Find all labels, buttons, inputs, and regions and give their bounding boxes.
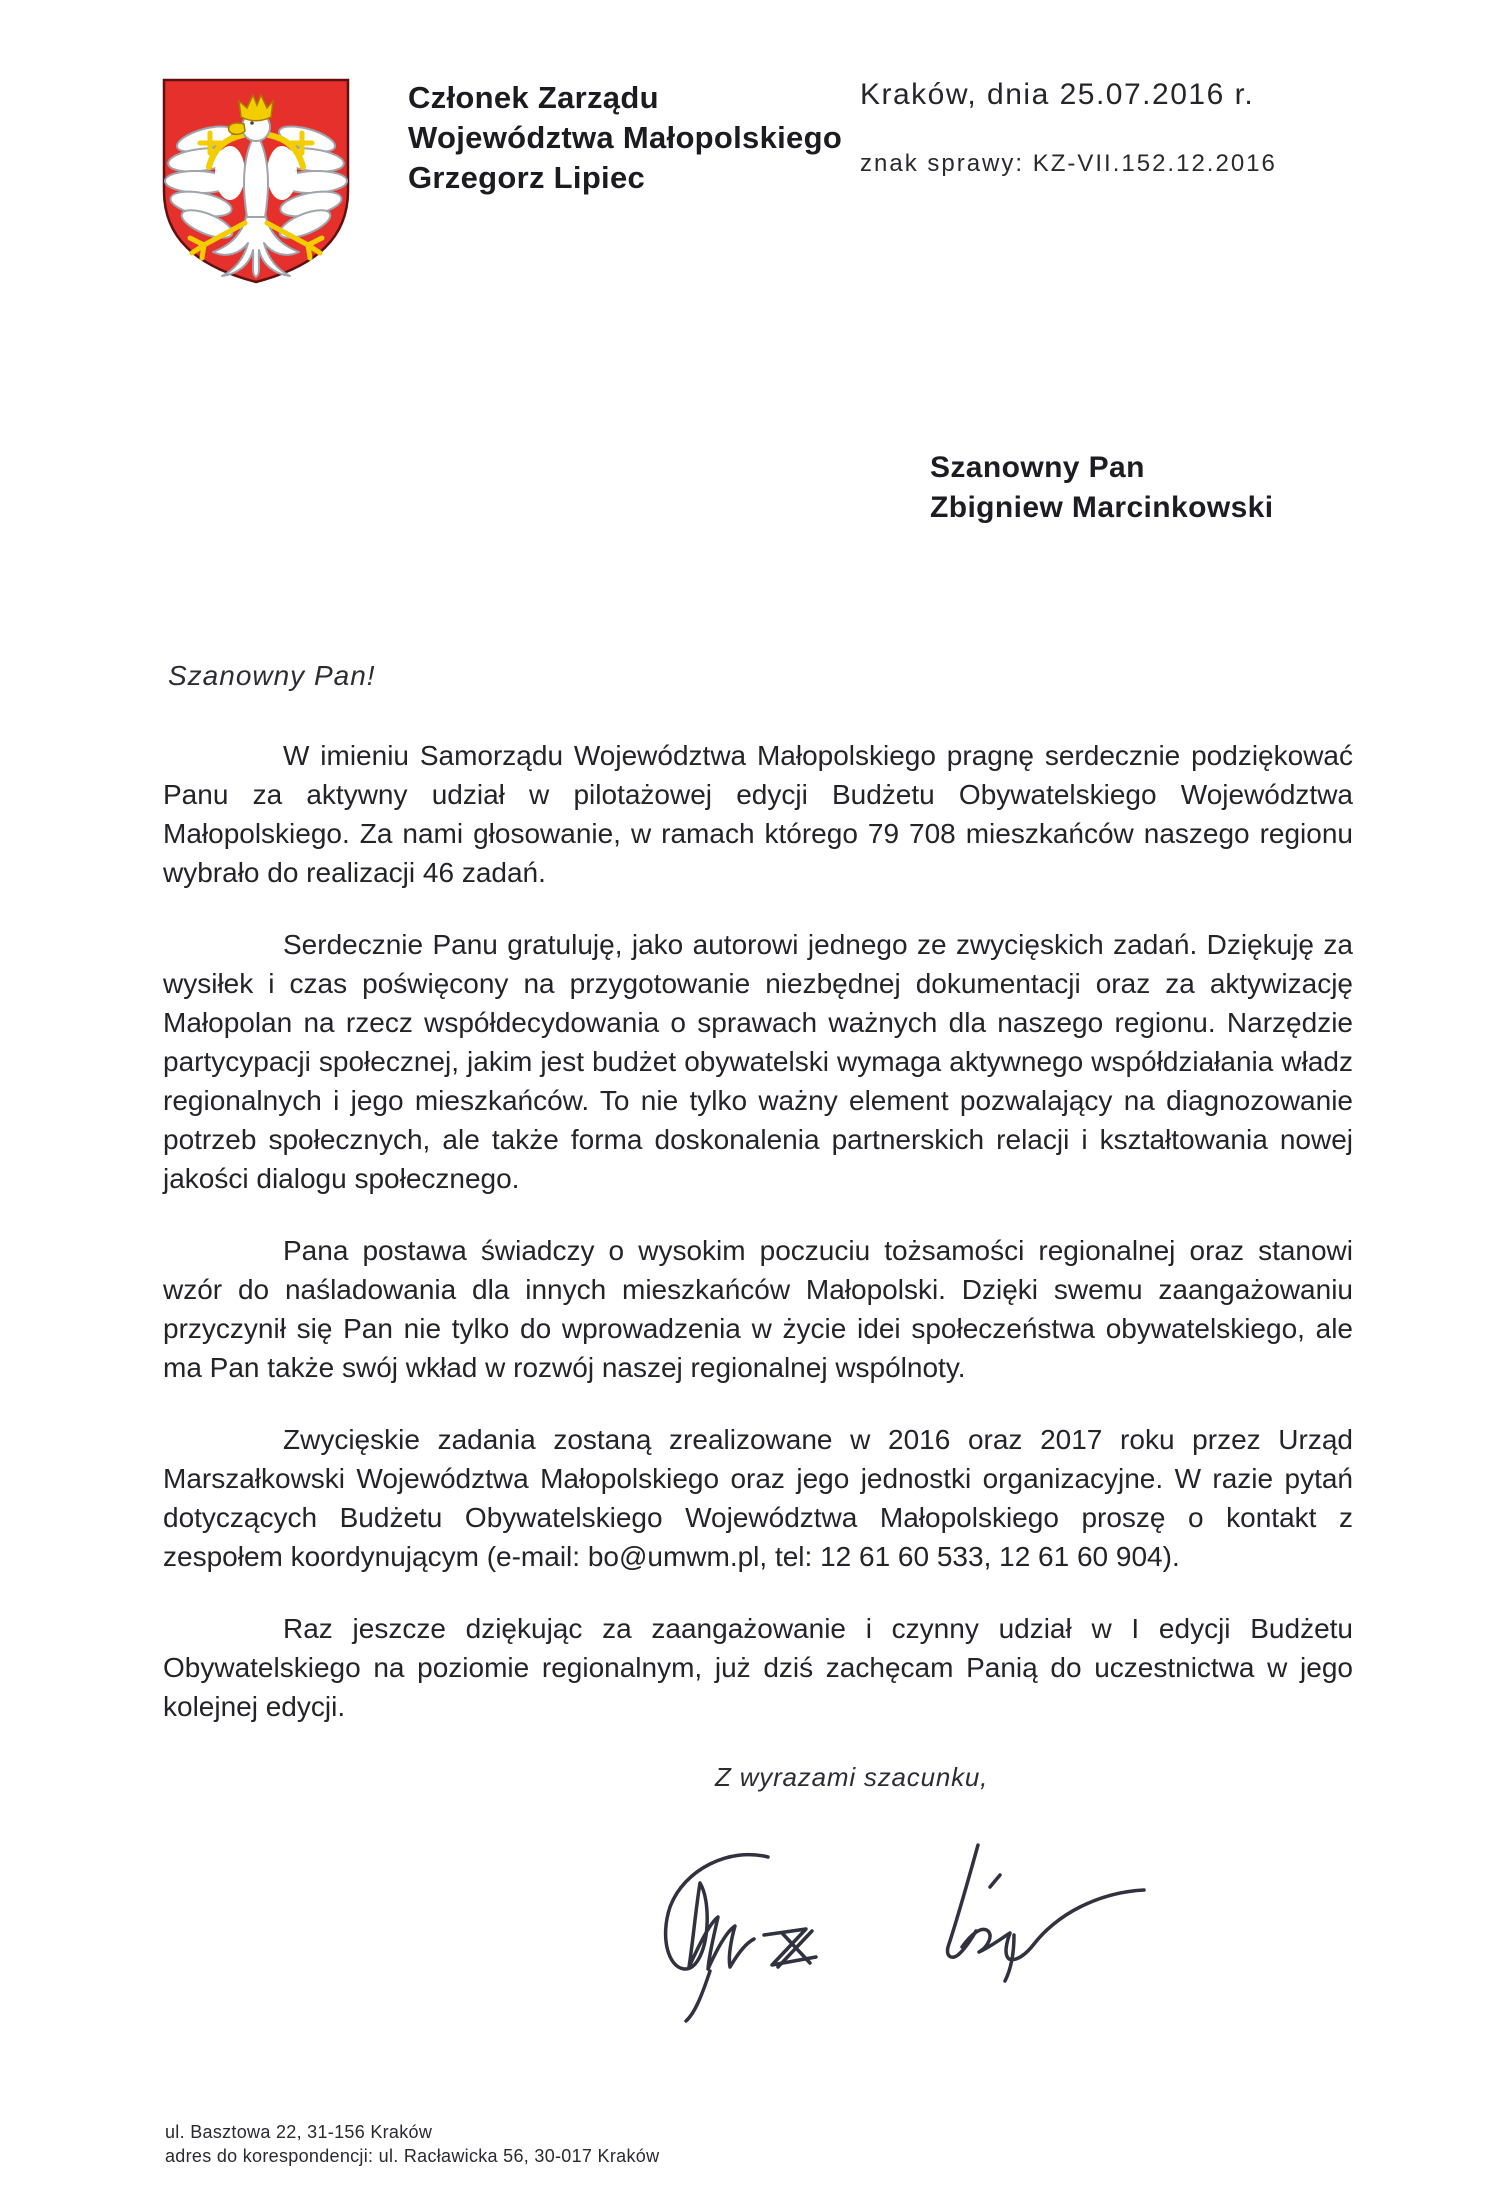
paragraph-5: Raz jeszcze dziękując za zaangażowanie i czynny udział w I edycji Budżetu Obywatelskiego na poziomie regionalnym, już dziś zachęcam Panią do uczestnictwa w jego kolejnej edycji. bbox=[163, 1613, 1353, 1722]
sender-block bbox=[408, 78, 842, 198]
closing-phrase: Z wyrazami szacunku, bbox=[715, 1762, 989, 1792]
footer-address bbox=[165, 2120, 659, 2168]
footer-street: ul. Basztowa 22, 31-156 Kraków bbox=[165, 2122, 433, 2142]
paragraph-3: Pana postawa świadczy o wysokim poczuciu tożsamości regionalnej oraz stanowi wzór do naśladowania dla innych mieszkańców Małopolski. Dzięki swemu zaangażowaniu przyczynił się Pan nie tylko do wprowadzenia w życie idei społeczeństwa obywatelskiego, ale ma Pan także swój wkład w rozwój naszej regionalnej wspólnoty. bbox=[163, 1235, 1353, 1383]
sender-title: Członek Zarządu bbox=[408, 80, 659, 115]
signature-strokes bbox=[610, 1795, 1170, 2025]
sender-organization: Województwa Małopolskiego bbox=[408, 120, 843, 155]
footer-correspondence-address: adres do korespondencji: ul. Racławicka 56, 30-017 Kraków bbox=[165, 2146, 660, 2166]
letter-body bbox=[163, 736, 1353, 1759]
recipient-honorific: Szanowny Pan bbox=[930, 451, 1145, 484]
case-number: znak sprawy: KZ-VII.152.12.2016 bbox=[860, 150, 1277, 177]
paragraph-4: Zwycięskie zadania zostaną zrealizowane w 2016 oraz 2017 roku przez Urząd Marszałkowski Województwa Małopolskiego oraz jego jednostki organizacyjne. W razie pytań dotyczących Budżetu Obywatelskiego Województwa Małopolskiego proszę o kontakt z zespołem koordynującym (e-mail: bo@umwm.pl, tel: 12 61 60 533, 12 61 60 904). bbox=[163, 1424, 1353, 1572]
salutation: Szanowny Pan! bbox=[168, 660, 376, 691]
sender-name: Grzegorz Lipiec bbox=[408, 160, 646, 195]
date-line: Kraków, dnia 25.07.2016 r. bbox=[860, 78, 1255, 111]
coat-of-arms-graphic bbox=[159, 75, 353, 288]
recipient-name: Zbigniew Marcinkowski bbox=[930, 491, 1274, 524]
malopolska-coat-of-arms bbox=[159, 75, 353, 288]
paragraph-2: Serdecznie Panu gratuluję, jako autorowi jednego ze zwycięskich zadań. Dziękuję za wysiłek i czas poświęcony na przygotowanie niezbędnej dokumentacji oraz za aktywizację Małopolan na rzecz współdecydowania o sprawach ważnych dla naszego regionu. Narzędzie partycypacji społecznej, jakim jest budżet obywatelski wymaga aktywnego współdziałania władz regionalnych i jego mieszkańców. To nie tylko ważny element pozwalający na diagnozowanie potrzeb społecznych, ale także forma doskonalenia partnerskich relacji i kształtowania nowej jakości dialogu społecznego. bbox=[163, 929, 1353, 1194]
paragraph-1: W imieniu Samorządu Województwa Małopolskiego pragnę serdecznie podziękować Panu za aktywny udział w pilotażowej edycji Budżetu Obywatelskiego Województwa Małopolskiego. Za nami głosowanie, w ramach którego 79 708 mieszkańców naszego regionu wybrało do realizacji 46 zadań. bbox=[163, 740, 1353, 888]
recipient-block bbox=[930, 448, 1273, 528]
handwritten-signature bbox=[610, 1795, 1170, 2025]
